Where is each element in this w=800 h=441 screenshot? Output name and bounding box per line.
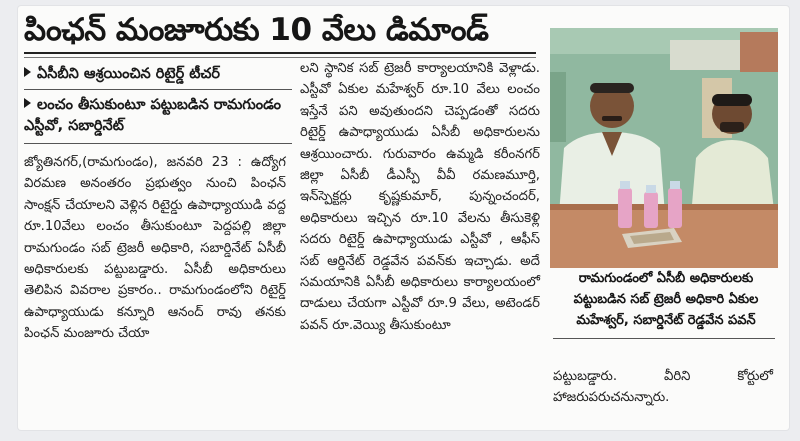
paragraph: జ్యోతినగర్,(రామగుండం), జనవరి 23 : ఉద్యోగ విరమణ అనంతరం ప్రభుత్వం నుంచి పింఛన్ సాంక్షన్ చేయాలని వెళ్లిన రిటైర్డు ఉపాధ్యాయుడి వద్ద రూ.10వేలు లంచం తీసుకుంటూ పెద్దపల్లి జిల్లా రామగుండం సబ్ ట్రెజరీ అధికారి, సబార్డినేట్ ఏసీబీ అధికారులకు పట్టుబడ్డారు. ఏసీబీ అధికారులు తెలిపిన వివరాల ప్రకారం.. రామగుండంలోని రిటైర్డ్ ఉపాధ్యాయుడు కన్నూరి ఆనంద్ రావు తనకు పింఛన్ మంజూరు చేయా (24, 155, 286, 342)
headline-rule (24, 52, 536, 54)
subhead-2-text: లంచం తీసుకుంటూ పట్టుబడిన రామగుండం ఎస్టీవో, సబార్డినేట్ (24, 97, 281, 134)
photo-caption: రామగుండంలో ఏసీబీ అధికారులకు పట్టుబడిన సబ్ ట్రెజరీ అధికారి ఏకుల మహేశ్వర్, సబార్డినేట్ రెడ్డవేన పవన్ (573, 271, 759, 328)
caption-rule (553, 338, 775, 339)
news-photo (550, 28, 778, 268)
photo-illustration (550, 28, 778, 268)
subhead-divider (24, 143, 292, 144)
subhead-1 (24, 64, 292, 85)
bullet-triangle-icon (24, 67, 31, 77)
paragraph: లని స్థానిక సబ్ ట్రెజరీ కార్యాలయానికి వెళ్లాడు. ఎస్టీవో ఏకుల మహేశ్వర్ రూ.10 వేలు లంచం ఇస్తేనే పని అవుతుందని చెప్పడంతో సదరు రిటైర్డ్ ఉపాధ్యాయుడు ఏసీబీ అధికారులను ఆశ్రయించారు. గురువారం ఉమ్మడి కరీంనగర్ జిల్లా ఏసీబీ డీఎస్పీ వీవీ రమణమూర్తి, ఇన్‌స్పెక్టర్లు కృష్ణకుమార్, పున్నంచందర్, అధికారులు ఇచ్చిన రూ.10 వేలను తీసుకెళ్లి సదరు రిటైర్డ్ ఉపాధ్యాయుడు ఎస్టీవో , ఆఫీస్ సబ్ ఆర్డినేట్ రెడ్డవేన పవన్‌కు ఇచ్చాడు. అదే సమయానికి ఏసీబీ అధికారులు కార్యాలయంలో దాడులు చేయగా ఎస్టీవో రూ.9 వేలు, అటెండర్ పవన్ రూ.వెయ్యి తీసుకుంటూ (300, 61, 540, 333)
headline: పింఛన్ మంజూరుకు 10 వేలు డిమాండ్ (24, 12, 489, 48)
column-3 (553, 366, 773, 409)
subhead-1-text: ఏసీబీని ఆశ్రయించిన రిటైర్డ్ టీచర్ (37, 66, 221, 82)
subhead-divider (24, 89, 292, 90)
paragraph: పట్టుబడ్డారు. వీరిని కోర్టులో హాజరుపరుచనున్నారు. (553, 369, 773, 406)
subhead-2 (24, 95, 292, 137)
bullet-triangle-icon (24, 98, 31, 108)
column-2 (300, 58, 540, 336)
column-1 (24, 152, 286, 345)
